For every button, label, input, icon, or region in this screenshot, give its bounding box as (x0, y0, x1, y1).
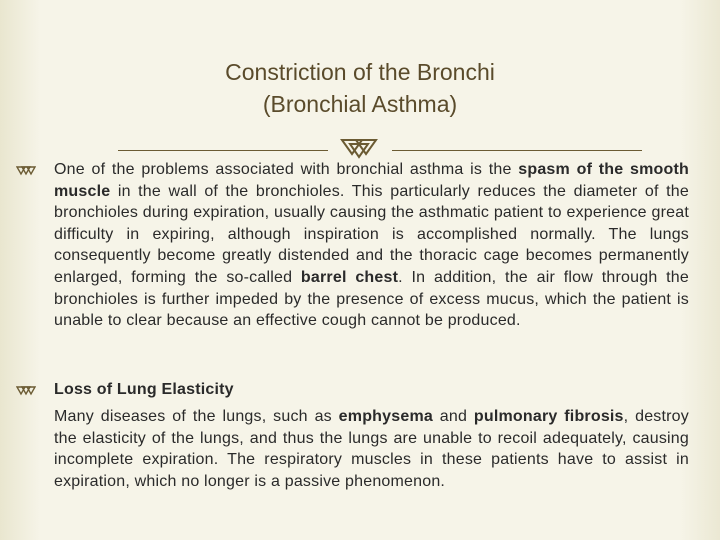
text-segment: in the wall of the bronchioles. This particularly reduces the diameter of the bronchioles during expiration, usually causing the asthmatic patient to experience great difficulty in expiring, although inspiration is accomplished normally. The lungs consequently become greatly distended and the thoracic cage becomes permanently enlarged, forming the so-called (54, 182, 689, 286)
bold-term: spasm of the smooth muscle (54, 161, 689, 200)
text-segment: One of the problems associated with bronchial asthma is the (54, 161, 519, 178)
bullet-icon (16, 384, 36, 398)
section-heading: Loss of Lung Elasticity (54, 381, 234, 398)
text-segment: and (432, 408, 474, 425)
title-divider-left (118, 150, 328, 151)
bold-term: barrel chest (300, 268, 399, 286)
bullet-icon (16, 164, 36, 178)
slide-title (120, 56, 600, 120)
bullet-heading-elasticity (54, 379, 689, 401)
bullet-paragraph-asthma (54, 159, 689, 332)
title-line-2: (Bronchial Asthma) (262, 91, 458, 117)
title-divider-right (392, 150, 642, 151)
bold-term: pulmonary fibrosis (473, 408, 624, 425)
text-segment: Many diseases of the lungs, such as (54, 408, 339, 425)
text-segment: . In addition, the air flow through the bronchioles is further impeded by the presence of excess mucus, which the patient is unable to clear because an effective cough cannot be produced. (54, 268, 689, 330)
text-segment: , destroy the elasticity of the lungs, and thus the lungs are unable to recoil adequately, causing incomplete expiration. The respiratory muscles in these patients have to assist in expiration, which no longer is a passive phenomenon. (54, 408, 689, 490)
ornament-icon (336, 132, 384, 162)
title-line-1: Constriction of the Bronchi (225, 59, 495, 85)
bullet-paragraph-elasticity (54, 406, 689, 492)
bold-term: emphysema (338, 408, 433, 425)
